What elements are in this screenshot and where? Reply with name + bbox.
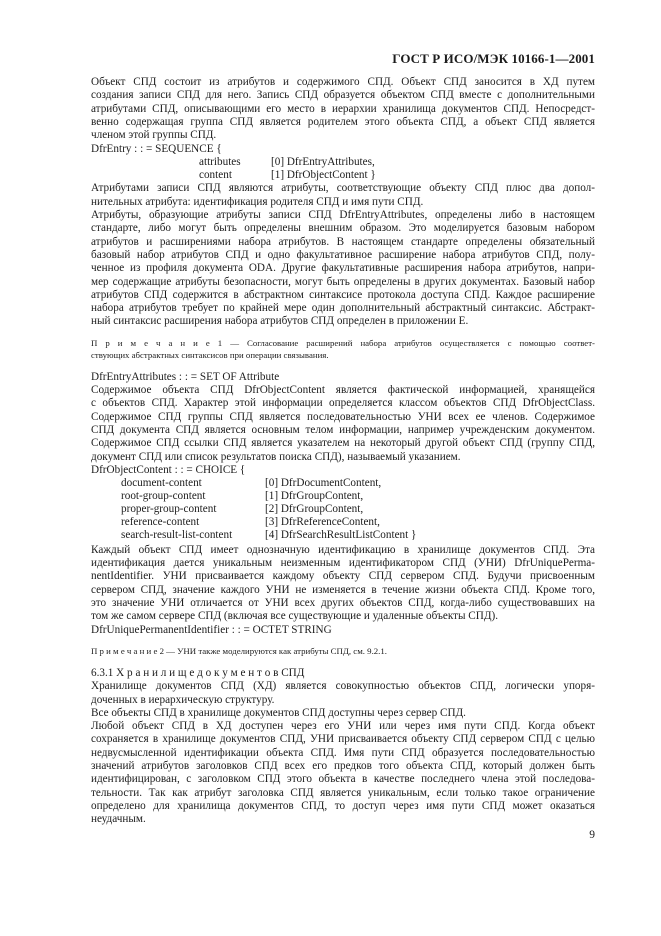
note-2 [91,645,595,657]
dfr-entry-field-name: content [199,169,232,182]
note-1-label: П р и м е ч а н и е 1 [91,337,223,348]
choice-tag: [3] DfrReferenceContent, [265,515,380,528]
text-line: сервером СПД, значение каждого УНИ не изменяется в течение жизни объекта СПД. Кроме того, [91,583,595,596]
text-line: венно содержащая группа СПД является родителем этого объекта СПД, а объект СПД является [91,115,595,128]
text-line: СПД документа СПД является основным телом информации, например учрежденским документом. [91,423,595,436]
note-1 [91,337,595,361]
paragraph-server-access [91,707,595,720]
text-line: набора атрибутов требует по крайней мере один дополнительный абстрактный синтаксис. Абстракт- [91,302,595,315]
note-2-label: П р и м е ч а н и е 2 [91,645,164,656]
text-line: членом этой группы СПД. [91,129,217,142]
choice-name: root-group-content [121,489,206,502]
text-line: Атрибуты, образующие атрибуты записи СПД DfrEntryAttributes, определены либо в настоящем [91,209,595,222]
text-line: атрибутов и расширениями набора атрибутов. В настоящем стандарте определены обязательный [91,235,595,248]
section-heading [91,667,595,680]
text-line: идентификация дается уникальным неизменным идентификатором СПД (УНИ) DfrUniquePerma- [91,557,595,570]
paragraph-attribute-sets [91,209,595,329]
text-line: Содержимое СПД ссылки СПД является указателем на некоторый другой объект СПД (группу СПД, [91,437,595,450]
text-line: Все объекты СПД в хранилище документов СПД доступны через сервер СПД. [91,706,466,719]
text-line: Хранилище документов СПД (ХД) является совокупностью объектов СПД, логически упоря- [91,680,595,693]
text-line: идентифицирован, с заголовком СПД этого объекта в качестве последнего члена этой последова- [91,773,595,786]
text-line: nentIdentifier. УНИ присваивается каждому объекту СПД сервером СПД. Будучи присвоенным [91,570,595,583]
text-line: неудачным. [91,813,146,826]
paragraph-unique-identifier [91,544,595,624]
paragraph-repository [91,680,595,707]
text-line: определено для хранилища документов СПД, то доступ через имя пути СПД может оказаться [91,799,595,812]
text-line: тельности. Так как атрибут заголовка СПД является уникальным, если только такое ограничение [91,786,595,799]
text-line: ченное из профиля документа ODA. Другие факультативные расширения набора атрибутов, напри- [91,262,595,275]
text-line: нительных атрибута: идентификация родителя СПД и имя пути СПД. [91,195,424,208]
dfr-entry-field-name: attributes [199,156,241,169]
text-line: атрибутов СПД содержится в абстрактном синтаксисе протокола доступа СПД. Каждое расширение [91,288,595,301]
note-2-text: — УНИ также моделируются как атрибуты СПД, см. 9.2.1. [163,645,387,656]
paragraph-object-content [91,384,595,464]
choice-name: search-result-list-content [121,528,233,541]
dfr-entry-attributes-definition: DfrEntryAttributes : : = SET OF Attribute [91,370,280,383]
text-line: том же самом сервере СПД (включая все существующие и удаленные объекты СПД). [91,610,499,623]
text-line: документ СПД или список результатов поиска СПД), называемый указанием. [91,450,461,463]
choice-tag: [1] DfrGroupContent, [265,489,364,502]
text-line: ный синтаксис расширения набора атрибутов СПД определен в приложении Е. [91,315,469,328]
text-line: атрибутами СПД, описывающими его место в иерархии хранилища документов СПД. Непосредст- [91,102,595,115]
text-line: Атрибутами записи СПД являются атрибуты, соответствующие объекту СПД плюс два допол- [91,182,595,195]
choice-tag: [4] DfrSearchResultListContent } [265,528,417,541]
choice-tag: [0] DfrDocumentContent, [265,476,382,489]
text-line: Каждый объект СПД имеет однозначную идентификацию в хранилище документов СПД. Эта [91,543,595,556]
choice-name: document-content [121,476,202,489]
text-line: Любой объект СПД в ХД доступен через его УНИ или через имя пути СПД. Когда объект [91,720,595,733]
dfr-entry-field-tag: [1] DfrObjectContent } [271,169,376,182]
page-content [91,76,595,826]
text-line: стандарте, либо могут быть определены внешним образом. Это моделируется базовым набором [91,222,595,235]
text-line: мер содержащие атрибуты безопасности, могут быть определены в других документах. Базовый набор [91,275,595,288]
text-line: Объект СПД состоит из атрибутов и содержимого СПД. Объект СПД заносится в ХД путем [91,76,595,88]
dfr-unique-definition: DfrUniquePermanentIdentifier : : = OCTET STRING [91,623,332,636]
text-line: создания записи СПД для него. Запись СПД образуется объектом СПД вместе с дополнительными [91,89,595,102]
text-line: недвусмысленной идентификации объекта СПД. Имя пути СПД образуется последовательностью [91,746,595,759]
choice-name: proper-group-content [121,502,217,515]
text-line: Содержимое СПД группы СПД является последовательностью УНИ всех ее членов. Содержимое [91,410,595,423]
text-line: базовый набор атрибутов СПД и одно факультативное расширение набора атрибутов СПД, полу- [91,248,595,261]
dfr-entry-definition [91,142,595,182]
dfr-entry-field-tag: [0] DfrEntryAttributes, [271,156,375,169]
section-title: Х р а н и л и щ е д о к у м е н т о в СПД [116,666,305,679]
text-line: доченных в иерархическую структуру. [91,693,275,706]
paragraph-objects [91,76,595,142]
dfr-object-content-definition [91,464,595,544]
section-number: 6.3.1 [91,666,114,679]
dfr-entry-head: DfrEntry : : = SEQUENCE { [91,143,222,156]
text-line: Содержимое объекта СПД DfrObjectContent является фактической информацией, хранящейся [91,384,595,397]
note-1-text: ствующих абстрактных синтаксисов при операции связывания. [91,349,329,360]
note-1-text: — Согласование расширений набора атрибутов осуществляется с помощью соответ- [222,337,595,348]
paragraph-path-names [91,720,595,826]
text-line: это значение УНИ отличается от УНИ всех других объектов СПД, когда-либо существовавших на [91,597,595,610]
text-line: сохраняется в хранилище документов СПД, УНИ присваивается объекту СПД сервером СПД с целью [91,733,595,746]
dfr-object-content-head: DfrObjectContent : : = CHOICE { [91,463,246,476]
choice-tag: [2] DfrGroupContent, [265,502,364,515]
text-line: с объектов СПД. Характер этой информации определяется классом объектов СПД DfrObjectClass. [91,397,595,410]
page-number: 9 [589,829,595,841]
page-header: ГОСТ Р ИСО/МЭК 10166-1—2001 [392,51,595,66]
paragraph-entry-attributes [91,182,595,209]
choice-name: reference-content [121,515,200,528]
text-line: значений атрибутов заголовков СПД всех его предков того объекта СПД, который должен быть [91,759,595,772]
